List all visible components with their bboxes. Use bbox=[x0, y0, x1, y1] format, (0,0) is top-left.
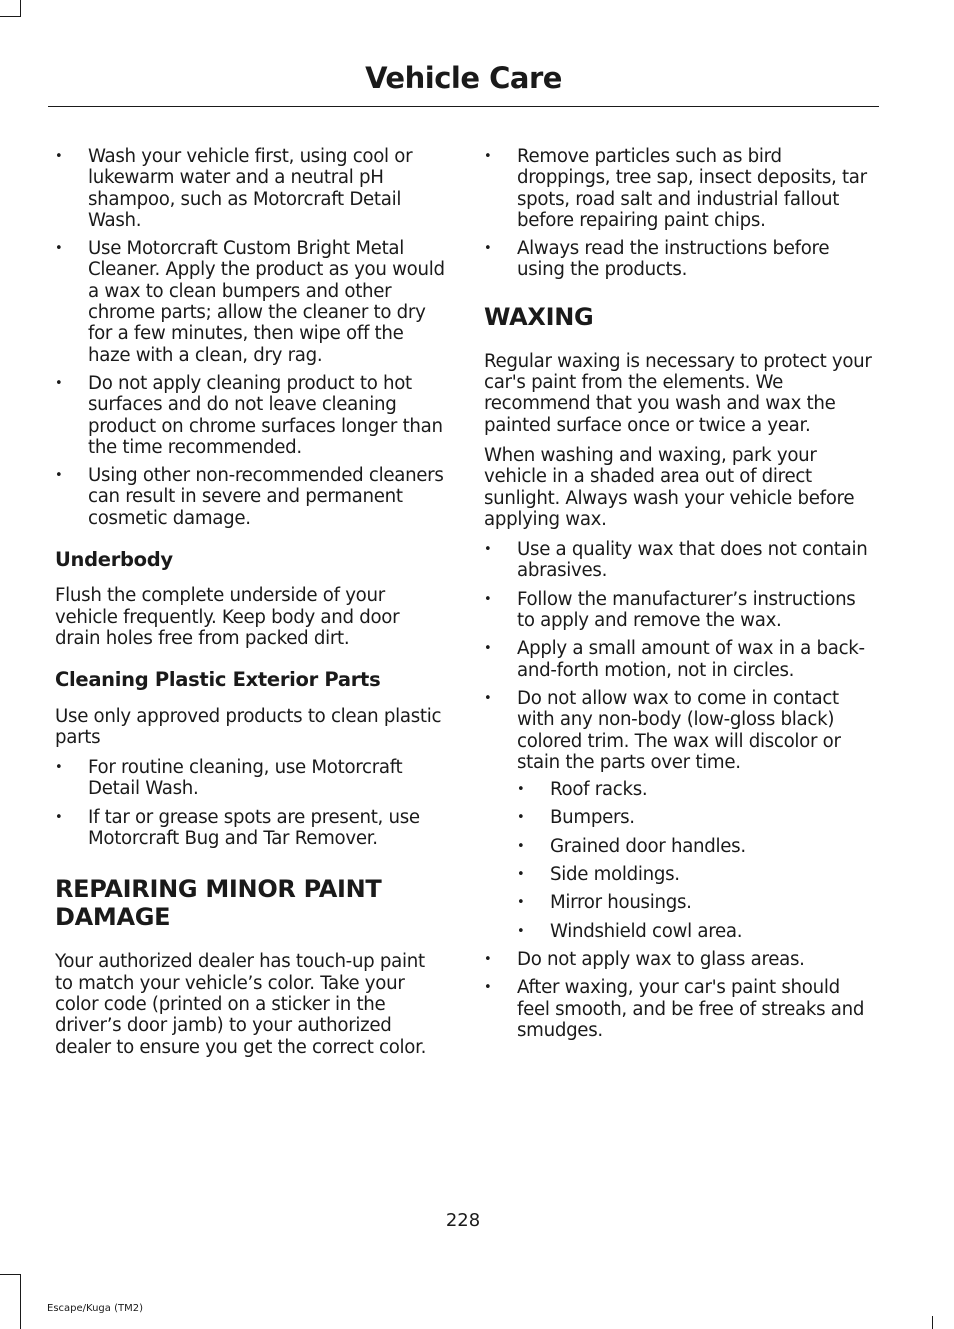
footer-model: Escape/Kuga (TM2) bbox=[47, 1303, 143, 1314]
underbody-heading: Underbody bbox=[55, 548, 173, 572]
list-item bbox=[484, 688, 874, 942]
list-item: • Do not apply cleaning product to hot surfaces and do not leave cleaning product on chrome surfaces longer than the time recommended. bbox=[55, 373, 445, 458]
waxing-heading: WAXING bbox=[484, 302, 594, 331]
waxing-paragraph: Regular waxing is necessary to protect your car's paint from the elements. We recommend that you wash and wax the painted surface once or twice a year. bbox=[484, 350, 872, 436]
waxing-paragraph: When washing and waxing, park your vehicle in a shaded area out of direct sunlight. Always wash your vehicle before applying wax. bbox=[484, 444, 855, 530]
crop-mark bbox=[0, 1274, 21, 1275]
crop-mark bbox=[20, 1274, 21, 1329]
sub-list-item: • Mirror housings. bbox=[517, 892, 874, 913]
list-item: • Remove particles such as bird droppings, tree sap, insect deposits, tar spots, road salt and industrial fallout before repairing paint chips. bbox=[484, 146, 874, 231]
paint-damage-heading: REPAIRING MINOR PAINT DAMAGE bbox=[55, 875, 382, 932]
list-item-text: Do not allow wax to come in contact with any non-body (low-gloss black) colored trim. The wax will discolor or stain the parts over time. bbox=[517, 687, 841, 773]
list-item: • Always read the instructions before using the products. bbox=[484, 238, 874, 281]
list-item: • Use Motorcraft Custom Bright Metal Cleaner. Apply the product as you would a wax to clean bumpers and other chrome parts; allow the cleaner to dry for a few minutes, then wipe off the haze with a clean, dry rag. bbox=[55, 238, 445, 366]
crop-mark bbox=[0, 16, 21, 17]
list-item: • Do not apply wax to glass areas. bbox=[484, 949, 874, 970]
crop-mark bbox=[20, 0, 21, 16]
underbody-text: Flush the complete underside of your vehicle frequently. Keep body and door drain holes free from packed dirt. bbox=[55, 585, 400, 649]
left-column bbox=[55, 146, 445, 1067]
list-item: • Wash your vehicle first, using cool or lukewarm water and a neutral pH shampoo, such as Motorcraft Detail Wash. bbox=[55, 146, 445, 231]
right-column bbox=[484, 146, 874, 1048]
plastic-parts-text: Use only approved products to clean plastic parts bbox=[55, 705, 442, 748]
plastic-parts-heading: Cleaning Plastic Exterior Parts bbox=[55, 668, 381, 692]
intro-bullet-list bbox=[55, 146, 445, 529]
page-title: Vehicle Care bbox=[365, 61, 562, 95]
trim-sub-list bbox=[517, 779, 874, 942]
paint-damage-text: Your authorized dealer has touch-up paint to match your vehicle’s color. Take your color code (printed on a sticker in the driver’s door jamb) to your authorized dealer to ensure you get the correct color. bbox=[55, 951, 427, 1058]
list-item: • Follow the manufacturer’s instructions to apply and remove the wax. bbox=[484, 589, 874, 632]
sub-list-item: • Side moldings. bbox=[517, 864, 874, 885]
list-item: • Use a quality wax that does not contain abrasives. bbox=[484, 539, 874, 582]
plastic-parts-bullet-list bbox=[55, 757, 445, 849]
title-rule bbox=[48, 106, 879, 107]
crop-mark bbox=[932, 1316, 933, 1329]
list-item: • After waxing, your car's paint should feel smooth, and be free of streaks and smudges. bbox=[484, 977, 874, 1041]
list-item: • For routine cleaning, use Motorcraft Detail Wash. bbox=[55, 757, 445, 800]
sub-list-item: • Bumpers. bbox=[517, 807, 874, 828]
page-number: 228 bbox=[445, 1210, 481, 1231]
sub-list-item: • Roof racks. bbox=[517, 779, 874, 800]
top-bullet-list bbox=[484, 146, 874, 281]
sub-list-item: • Windshield cowl area. bbox=[517, 921, 874, 942]
list-item: • If tar or grease spots are present, use Motorcraft Bug and Tar Remover. bbox=[55, 807, 445, 850]
sub-list-item: • Grained door handles. bbox=[517, 836, 874, 857]
list-item: • Using other non-recommended cleaners can result in severe and permanent cosmetic damage. bbox=[55, 465, 445, 529]
list-item: • Apply a small amount of wax in a back-and-forth motion, not in circles. bbox=[484, 638, 874, 681]
waxing-bullet-list bbox=[484, 539, 874, 1041]
